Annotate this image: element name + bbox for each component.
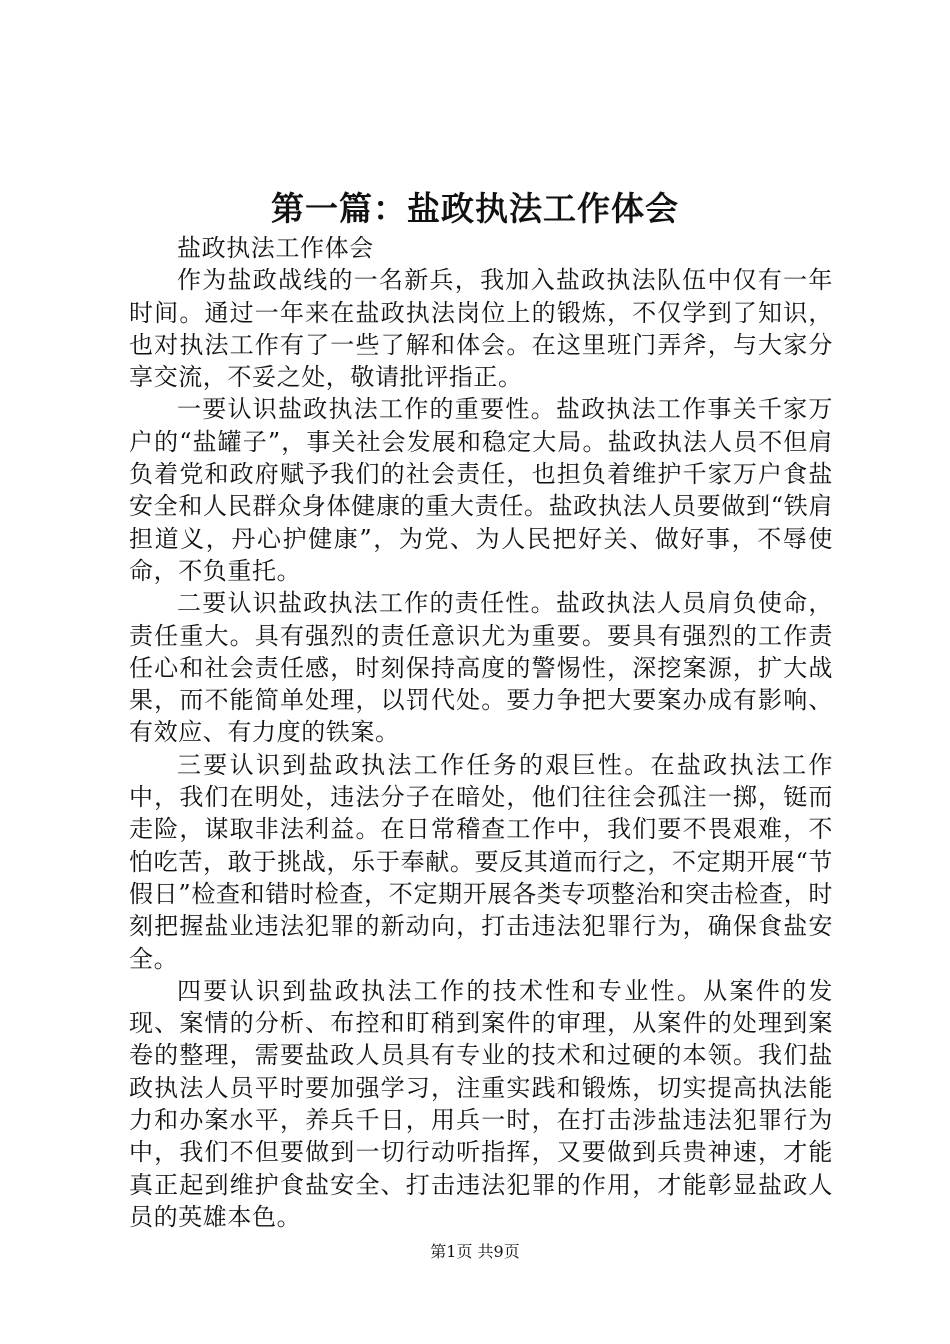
paragraph-importance: 一要认识盐政执法工作的重要性。盐政执法工作事关千家万户的“盐罐子”，事关社会发展和稳定大局。盐政执法人员不但肩负着党和政府赋予我们的社会责任，也担负着维护千家万户食盐安全和人民群众身体健康的重大责任。盐政执法人员要做到“铁肩担道义，丹心护健康”，为党、为人民把好关、做好事，不辱使命，不负重托。 [129,395,833,585]
document-title: 第一篇：盐政执法工作体会 [271,189,679,228]
paragraph-intro: 作为盐政战线的一名新兵，我加入盐政执法队伍中仅有一年时间。通过一年来在盐政执法岗位上的锻炼，不仅学到了知识，也对执法工作有了一些了解和体会。在这里班门弄斧，与大家分享交流，不妥之处，敬请批评指正。 [129,266,833,392]
paragraph-difficulty: 三要认识到盐政执法工作任务的艰巨性。在盐政执法工作中，我们在明处，违法分子在暗处，他们往往会孤注一掷，铤而走险，谋取非法利益。在日常稽查工作中，我们要不畏艰难，不怕吃苦，敢于挑战，乐于奉献。要反其道而行之，不定期开展“节假日”检查和错时检查，不定期开展各类专项整治和突击检查，时刻把握盐业违法犯罪的新动向，打击违法犯罪行为，确保食盐安全。 [129,750,833,973]
paragraph-subtitle: 盐政执法工作体会 [177,234,374,262]
paragraph-expertise: 四要认识到盐政执法工作的技术性和专业性。从案件的发现、案情的分析、布控和盯稍到案件的审理，从案件的处理到案卷的整理，需要盐政人员具有专业的技术和过硬的本领。我们盐政执法人员平时要加强学习，注重实践和锻炼，切实提高执法能力和办案水平，养兵千日，用兵一时，在打击涉盐违法犯罪行为中，我们不但要做到一切行动听指挥，又要做到兵贵神速，才能真正起到维护食盐安全、打击违法犯罪的作用，才能彰显盐政人员的英雄本色。 [129,976,833,1231]
page-number-footer: 第1页 共9页 [430,1242,520,1261]
document-body [129,232,833,1233]
paragraph-responsibility: 二要认识盐政执法工作的责任性。盐政执法人员肩负使命，责任重大。具有强烈的责任意识尤为重要。要具有强烈的工作责任心和社会责任感，时刻保持高度的警惕性，深挖案源，扩大战果，而不能简单处理，以罚代处。要力争把大要案办成有影响、有效应、有力度的铁案。 [129,589,833,747]
